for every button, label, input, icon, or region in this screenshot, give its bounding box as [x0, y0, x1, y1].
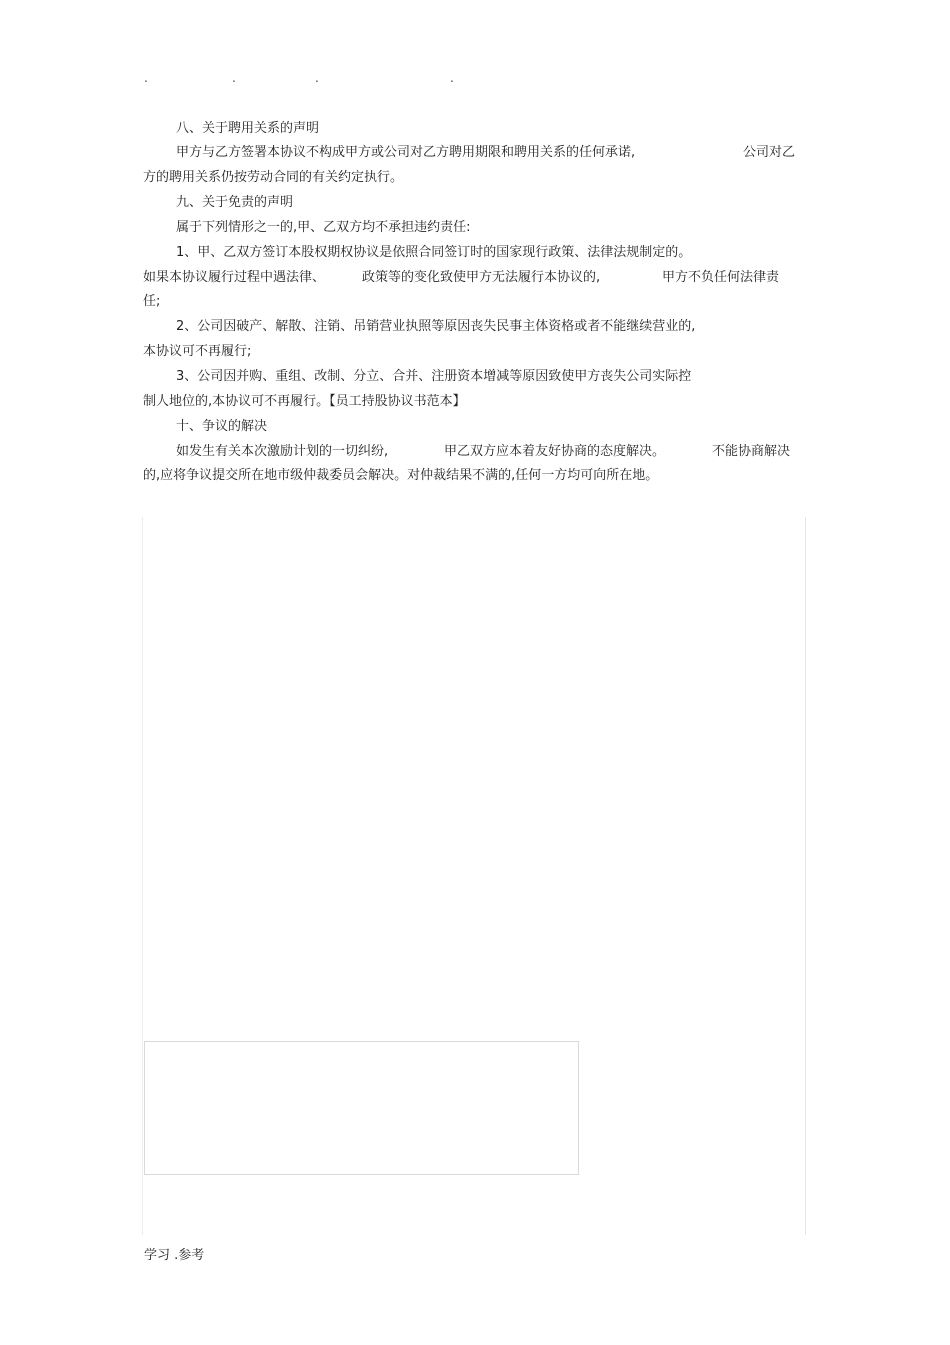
paragraph-line: 方的聘用关系仍按劳动合同的有关约定执行。 — [143, 170, 404, 185]
paragraph-line: 甲方与乙方签署本协议不构成甲方或公司对乙方聘用期限和聘用关系的任何承诺, — [176, 145, 636, 160]
paragraph-line: 任; — [143, 294, 161, 309]
list-item-1: 1、甲、乙双方签订本股权期权协议是依照合同签订时的国家现行政策、法律法规制定的。 — [176, 245, 692, 260]
section-heading-9: 九、关于免责的声明 — [176, 195, 294, 210]
paragraph-line: 如发生有关本次激励计划的一切纠纷, — [176, 444, 389, 459]
list-item-3: 3、公司因并购、重组、改制、分立、合并、注册资本增减等原因致使甲方丧失公司实际控 — [176, 369, 692, 384]
page-footer: 学习 .参考 — [144, 1248, 205, 1263]
paragraph-line: 属于下列情形之一的,甲、乙双方均不承担违约责任: — [176, 220, 471, 235]
paragraph-line: 不能协商解决 — [712, 444, 791, 459]
paragraph-line: 本协议可不再履行; — [143, 344, 252, 359]
header-dot: . — [144, 71, 148, 85]
paragraph-line: 公司对乙 — [743, 145, 796, 160]
header-dot: . — [315, 71, 319, 85]
section-heading-8: 八、关于聘用关系的声明 — [176, 121, 320, 136]
paragraph-line: 的,应将争议提交所在地市级仲裁委员会解决。对仲裁结果不满的,任何一方均可向所在地。 — [143, 468, 659, 483]
paragraph-line: 制人地位的,本协议可不再履行。【员工持股协议书范本】 — [143, 394, 466, 409]
page-frame-right-border — [805, 517, 806, 1235]
paragraph-line: 甲方不负任何法律责 — [662, 270, 780, 285]
empty-table-box — [144, 1041, 579, 1175]
paragraph-line: 政策等的变化致使甲方无法履行本协议的, — [362, 270, 601, 285]
header-dot: . — [450, 71, 454, 85]
section-heading-10: 十、争议的解决 — [176, 419, 268, 434]
page-frame-left-border — [142, 517, 143, 1235]
paragraph-line: 如果本协议履行过程中遇法律、 — [143, 270, 326, 285]
paragraph-line: 甲乙双方应本着友好协商的态度解决。 — [444, 444, 666, 459]
list-item-2: 2、公司因破产、解散、注销、吊销营业执照等原因丧失民事主体资格或者不能继续营业的, — [176, 319, 696, 334]
header-dot: . — [232, 71, 236, 85]
